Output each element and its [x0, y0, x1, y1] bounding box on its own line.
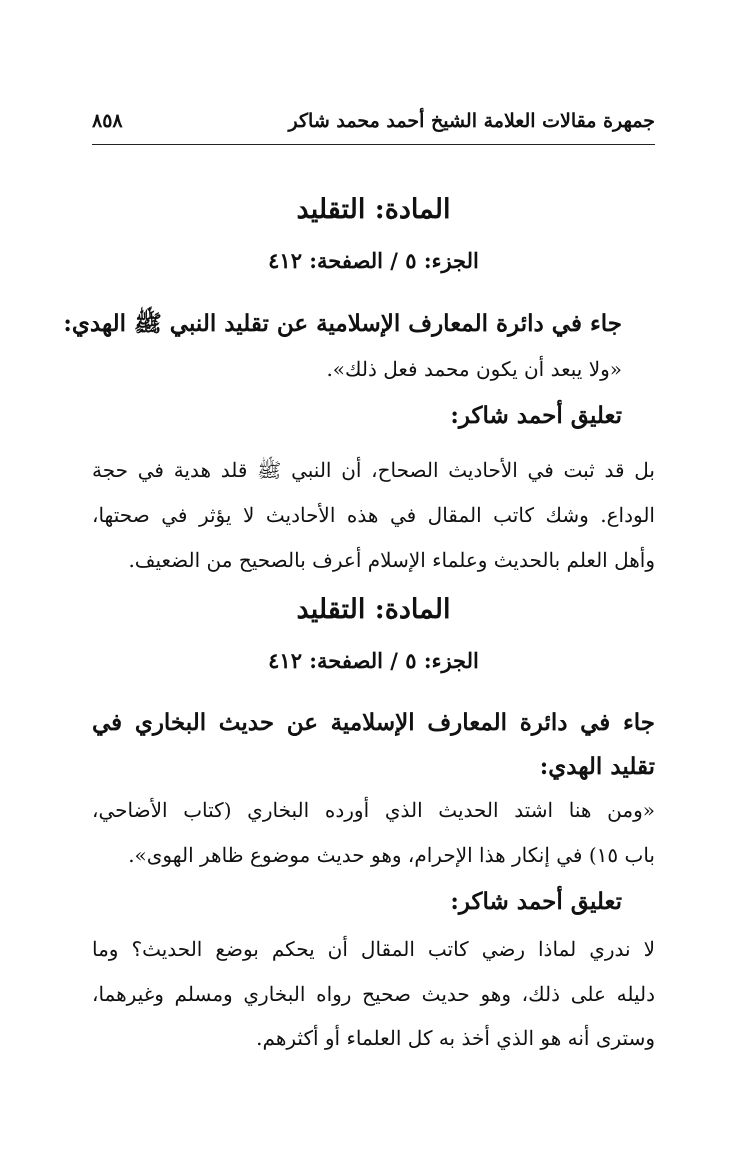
entry-2-quote-line-2: باب ١٥) في إنكار هذا الإحرام، وهو حديث موضوع ظاهر الهوى».	[128, 843, 655, 867]
entry-1-comment-line-2: الوداع. وشك كاتب المقال في هذه الأحاديث لا يؤثر في صحتها،	[92, 503, 655, 527]
entry-1-comment-line-3: وأهل العلم بالحديث وعلماء الإسلام أعرف بالصحيح من الضعيف.	[128, 548, 655, 572]
entry-2-comment-line-1: لا ندري لماذا رضي كاتب المقال أن يحكم بوضع الحديث؟ وما	[92, 937, 655, 961]
entry-1-comment-heading: تعليق أحمد شاكر:	[450, 402, 622, 429]
entry-2-heading-line-1: جاء في دائرة المعارف الإسلامية عن حديث البخاري في	[92, 709, 655, 736]
running-header	[92, 110, 655, 145]
entry-2-comment-heading: تعليق أحمد شاكر:	[450, 888, 622, 915]
entry-1-comment-line-1: بل قد ثبت في الأحاديث الصحاح، أن النبي ﷺ قلد هدية في حجة	[92, 458, 655, 482]
entry-1-subject: المادة: التقليد	[296, 194, 451, 225]
entry-1-reference: الجزء: ٥ / الصفحة: ٤١٢	[268, 248, 479, 273]
page-number: ٨٥٨	[92, 110, 123, 132]
running-title: جمهرة مقالات العلامة الشيخ أحمد محمد شاكر	[288, 110, 655, 132]
entry-2-comment-line-2: دليله على ذلك، وهو حديث صحيح رواه البخاري ومسلم وغيرهما،	[92, 982, 655, 1006]
entry-2-comment-line-3: وسترى أنه هو الذي أخذ به كل العلماء أو أكثرهم.	[256, 1026, 655, 1050]
entry-2-quote-line-1: «ومن هنا اشتد الحديث الذي أورده البخاري (كتاب الأضاحي،	[92, 798, 655, 822]
entry-2-subject: المادة: التقليد	[296, 594, 451, 625]
entry-1-quote: «ولا يبعد أن يكون محمد فعل ذلك».	[326, 357, 622, 381]
entry-2-heading-line-2: تقليد الهدي:	[539, 753, 655, 780]
entry-2-reference: الجزء: ٥ / الصفحة: ٤١٢	[268, 648, 479, 673]
entry-1-heading: جاء في دائرة المعارف الإسلامية عن تقليد النبي ﷺ الهدي:	[63, 310, 622, 337]
